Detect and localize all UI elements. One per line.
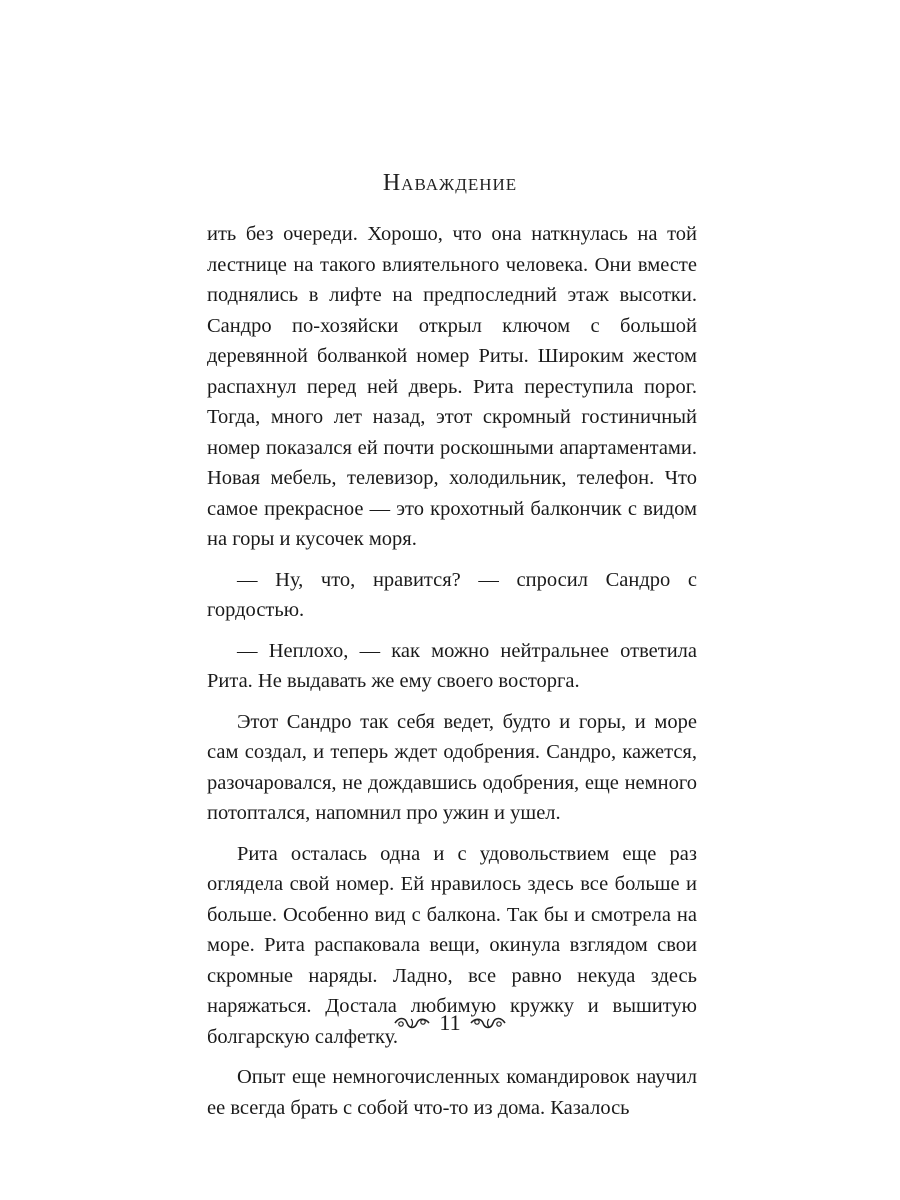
body-text [207, 219, 697, 1123]
paragraph: Рита осталась одна и с удовольствием еще раз оглядела свой номер. Ей нравилось здесь все больше и больше. Особенно вид с балкона. Так бы и смотрела на море. Рита распаковала вещи, окинула взглядом свои скромные наряды. Ладно, все равно некуда здесь наряжаться. Достала любимую кружку и вышитую болгарскую салфетку. [207, 842, 697, 1048]
paragraph: Этот Сандро так себя ведет, будто и горы, и море сам создал, и теперь ждет одобрения. Сандро, кажется, разочаровался, не дождавшись одобрения, еще немного потоптался, напомнил про ужин и ушел. [207, 710, 697, 824]
running-head: Наваждение [382, 170, 518, 196]
paragraph: Опыт еще немногочисленных командировок научил ее всегда брать с собой что-то из дома. Казалось [207, 1066, 697, 1119]
page-number: 11 [439, 1010, 461, 1035]
paragraph: ить без очереди. Хорошо, что она наткнулась на той лестнице на такого влиятельного человека. Они вместе поднялись в лифте на предпоследний этаж высотки. Сандро по-хозяйски открыл ключом с большой деревянной болванкой номер Риты. Широким жестом распахнул перед ней дверь. Рита переступила порог. Тогда, много лет назад, этот скромный гостиничный номер показался ей почти роскошными апартаментами. Новая мебель, телевизор, холодильник, телефон. Что самое прекрасное — это крохотный балкончик с видом на горы и кусочек моря. [207, 223, 697, 550]
page-footer [0, 1010, 900, 1036]
floral-ornament-right-icon [469, 1015, 507, 1031]
floral-ornament-left-icon [393, 1015, 431, 1031]
paragraph: — Неплохо, — как можно нейтральнее ответила Рита. Не выдавать же ему своего восторга. [207, 639, 697, 692]
paragraph: — Ну, что, нравится? — спросил Сандро с гордостью. [207, 568, 697, 621]
